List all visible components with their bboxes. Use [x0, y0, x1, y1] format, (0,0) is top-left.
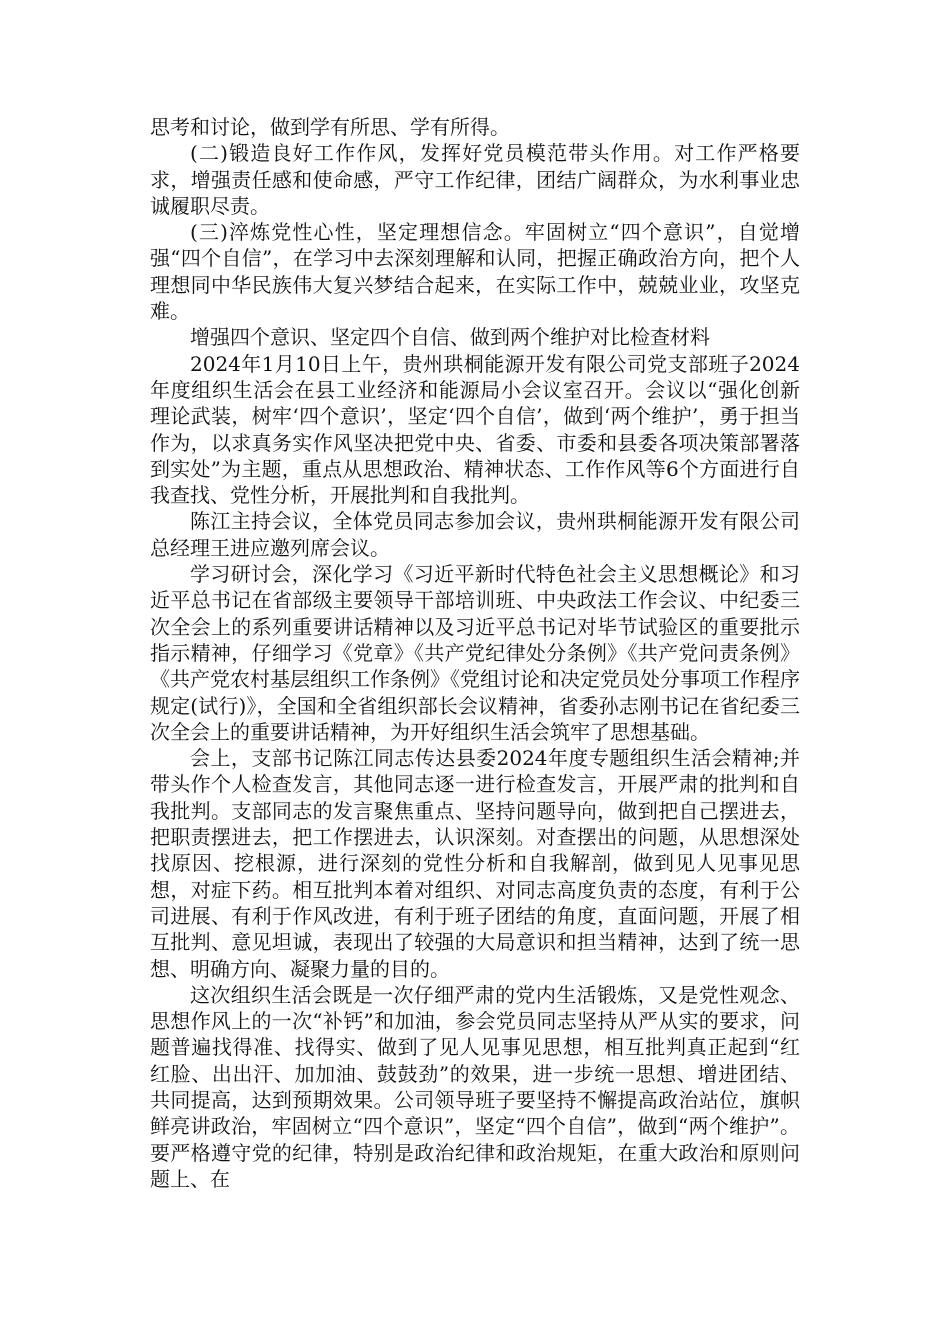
paragraph-meeting-host: 陈江主持会议，全体党员同志参加会议，贵州珙桐能源开发有限公司总经理王进应邀列席会议。: [150, 509, 800, 560]
paragraph-meeting-proceedings: 会上，支部书记陈江同志传达县委2024年度专题组织生活会精神;并带头作个人检查发言，其他同志逐一进行检查发言，开展严肃的批判和自我批判。支部同志的发言聚焦重点、坚持问题导向，做到把自己摆进去，把职责摆进去，把工作摆进去，认识深刻。对查摆出的问题，从思想深处找原因、挖根源，进行深刻的党性分析和自我解剖，做到见人见事见思想，对症下药。相互批判本着对组织、对同志高度负责的态度，有利于公司进展、有利于作风改进，有利于班子团结的角度，直面问题，开展了相互批判、意见坦诚，表现出了较强的大局意识和担当精神，达到了统一思想、明确方向、凝聚力量的目的。: [150, 746, 800, 981]
paragraph-meeting-summary: 这次组织生活会既是一次仔细严肃的党内生活锻炼，又是党性观念、思想作风上的一次“补钙”和加油，参会党员同志坚持从严从实的要求，问题普遍找得准、找得实、做到了见人见事见思想，相互批判真正起到“红红脸、出出汗、加加油、鼓鼓劲”的效果，进一步统一思想、增进团结、共同提高，达到预期效果。公司领导班子要坚持不懈提高政治站位，旗帜鲜亮讲政治，牢固树立“四个意识”，坚定“四个自信”，做到“两个维护”。要严格遵守党的纪律，特别是政治纪律和政治规矩，在重大政治和原则问题上、在: [150, 982, 800, 1191]
paragraph-party-spirit: (三)淬炼党性心性，坚定理想信念。牢固树立“四个意识”，自觉增强“四个自信”，在学习中去深刻理解和认同，把握正确政治方向，把个人理想同中华民族伟大复兴梦结合起来，在实际工作中，兢兢业业，攻坚克难。: [150, 220, 800, 324]
section-heading: 增强四个意识、坚定四个自信、做到两个维护对比检查材料: [190, 325, 710, 350]
paragraph-study-session: 学习研讨会，深化学习《习近平新时代特色社会主义思想概论》和习近平总书记在省部级主要领导干部培训班、中央政法工作会议、中纪委三次全会上的系列重要讲话精神以及习近平总书记对毕节试验区的重要批示指示精神，仔细学习《党章》《共产党纪律处分条例》《共产党问责条例》《共产党农村基层组织工作条例》《党组讨论和决定党员处分事项工作程序规定(试行)》，全国和全省组织部长会议精神，省委孙志刚书记在省纪委三次全会上的重要讲话精神，为开好组织生活会筑牢了思想基础。: [150, 562, 800, 744]
document-body: [150, 114, 800, 1192]
paragraph-meeting-intro: 2024年1月10日上午，贵州珙桐能源开发有限公司党支部班子2024年度组织生活会在县工业经济和能源局小会议室召开。会议以“强化创新理论武装，树牢‘四个意识’，坚定‘四个自信’，做到‘两个维护’，勇于担当作为，以求真务实作风坚决把党中央、省委、市委和县委各项决策部署落到实处”为主题，重点从思想政治、精神状态、工作作风等6个方面进行自我查找、党性分析，开展批判和自我批判。: [150, 351, 800, 508]
paragraph-continuation: 思考和讨论，做到学有所思、学有所得。: [150, 115, 510, 139]
paragraph-work-style: (二)锻造良好工作作风，发挥好党员模范带头作用。对工作严格要求，增强责任感和使命感，严守工作纪律，团结广阔群众，为水利事业忠诚履职尽责。: [150, 141, 800, 218]
